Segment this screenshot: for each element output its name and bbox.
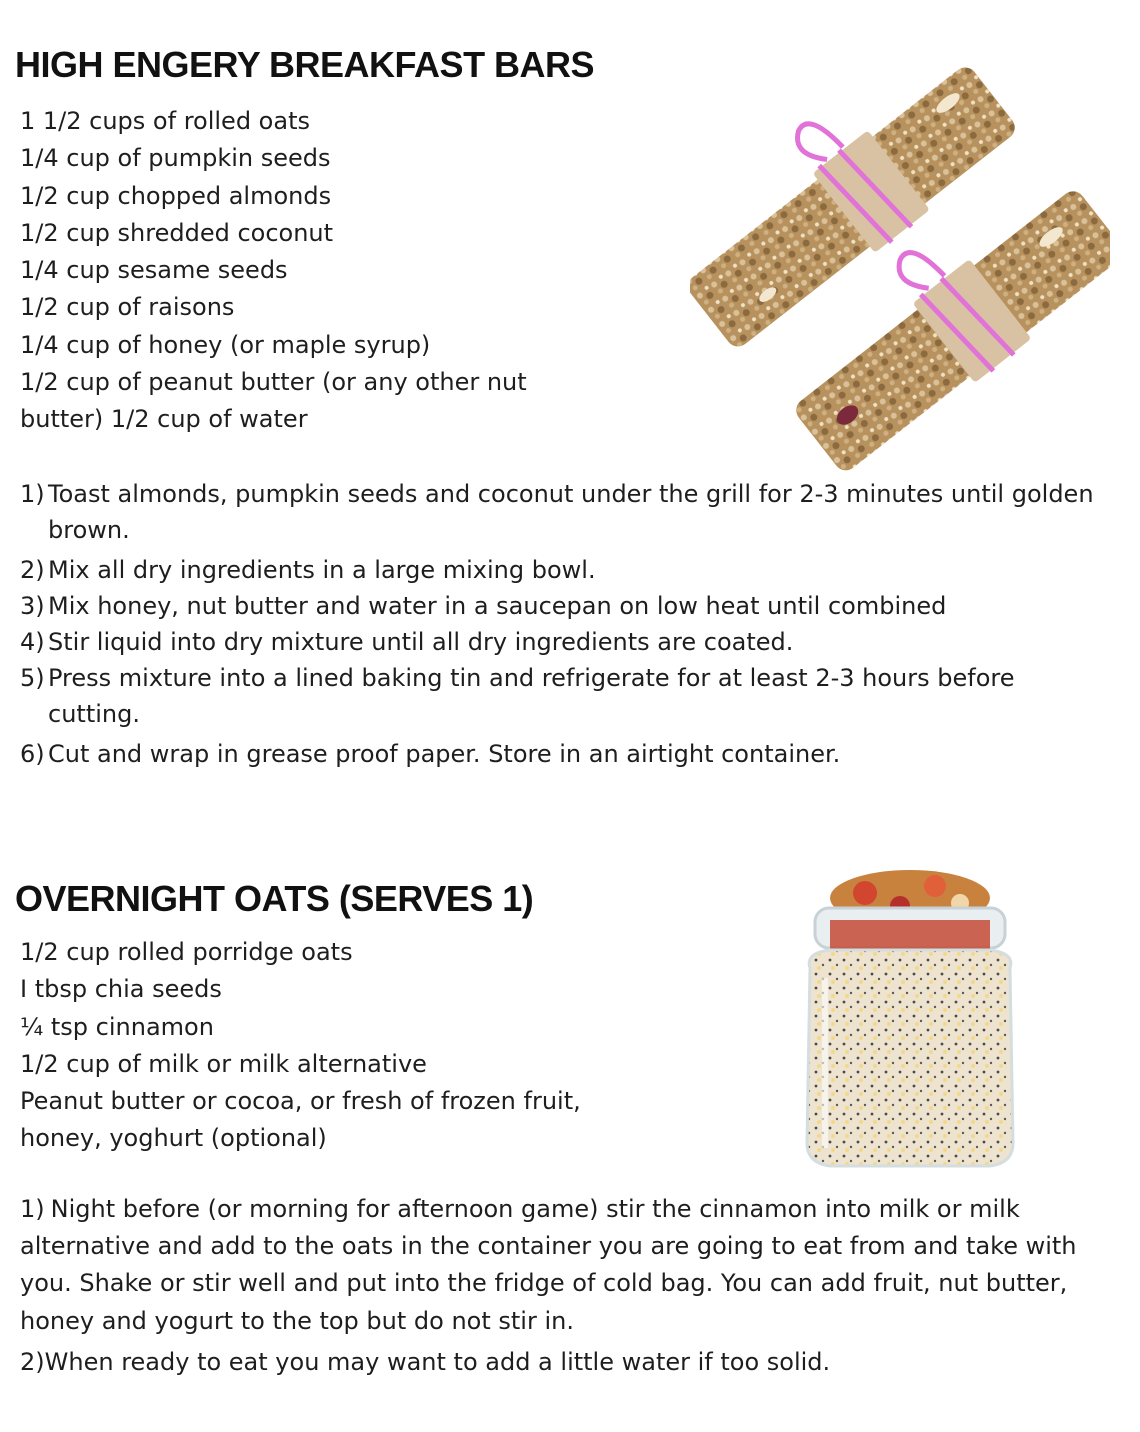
ingredient-item: 1/2 cup of raisons: [20, 293, 235, 322]
method-step: [20, 588, 1110, 624]
ingredient-item: 1 1/2 cups of rolled oats: [20, 107, 310, 135]
ingredient-item: 1/4 cup of pumpkin seeds: [20, 144, 331, 173]
method-step: [20, 736, 1110, 772]
ingredient-item: I tbsp chia seeds: [20, 975, 222, 1004]
ingredient-item: Peanut butter or cocoa, or fresh of frozen fruit,: [20, 1087, 581, 1116]
step-number: 2): [20, 556, 45, 584]
method-step: [20, 476, 1110, 548]
step-number: 2): [20, 1347, 45, 1376]
method-step: [20, 660, 1110, 732]
ingredient-item: honey, yoghurt (optional): [20, 1124, 327, 1153]
method-steps-breakfast-bars: [20, 476, 1110, 772]
overnight-oats-jar-photo: [785, 858, 1035, 1173]
ingredient-item: butter) 1/2 cup of water: [20, 405, 308, 434]
method-step: [20, 1344, 1120, 1381]
step-text: Stir liquid into dry mixture until all dry ingredients are coated.: [48, 628, 794, 656]
ingredient-item: 1/2 cup shredded coconut: [20, 218, 334, 247]
method-steps-overnight-oats: [20, 1191, 1120, 1381]
step-text: Cut and wrap in grease proof paper. Store in an airtight container.: [48, 740, 841, 768]
step-number: 3): [20, 592, 45, 620]
step-text: Night before (or morning for afternoon game) stir the cinnamon into milk or milk alternative and add to the oats in the container you are going to eat from and take with you. Shake or stir well and put into the fridge of cold bag. You can add fruit, nut butter, honey and yogurt to the top but do not stir in.: [20, 1195, 1077, 1335]
ingredient-item: ¼ tsp cinnamon: [20, 1012, 214, 1041]
ingredient-list-overnight-oats: [20, 934, 680, 1158]
step-text: Mix all dry ingredients in a large mixing bowl.: [48, 556, 596, 584]
step-number: 1): [20, 1195, 45, 1223]
ingredient-item: 1/4 cup sesame seeds: [20, 256, 288, 285]
step-text: Press mixture into a lined baking tin and refrigerate for at least 2-3 hours before cutting.: [48, 664, 1015, 728]
step-text: Mix honey, nut butter and water in a saucepan on low heat until combined: [48, 592, 947, 620]
granola-bars-photo: [690, 35, 1110, 475]
step-text: When ready to eat you may want to add a little water if too solid.: [44, 1347, 831, 1376]
ingredient-item: 1/2 cup rolled porridge oats: [20, 938, 353, 966]
recipe-title-overnight-oats: OVERNIGHT OATS (SERVES 1): [15, 878, 534, 919]
method-step: [20, 1191, 1120, 1340]
ingredient-list-breakfast-bars: [20, 103, 620, 439]
method-step: [20, 624, 1110, 660]
step-text: Toast almonds, pumpkin seeds and coconut under the grill for 2-3 minutes until golden brown.: [48, 480, 1094, 544]
step-number: 6): [20, 740, 45, 768]
recipe-title-breakfast-bars: HIGH ENGERY BREAKFAST BARS: [15, 44, 595, 85]
step-number: 5): [20, 664, 45, 692]
ingredient-item: 1/2 cup of milk or milk alternative: [20, 1049, 427, 1078]
step-number: 4): [20, 628, 45, 656]
ingredient-item: 1/2 cup chopped almonds: [20, 181, 332, 210]
step-number: 1): [20, 480, 45, 508]
ingredient-item: 1/2 cup of peanut butter (or any other nut: [20, 368, 527, 397]
method-step: [20, 552, 1110, 588]
ingredient-item: 1/4 cup of honey (or maple syrup): [20, 330, 431, 359]
